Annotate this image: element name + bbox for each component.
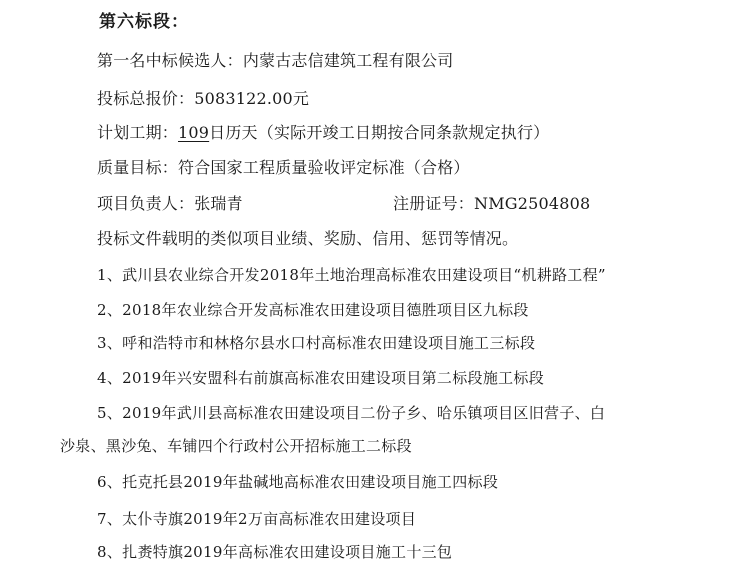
project-item-7: 7、太仆寺旗2019年2万亩高标准农田建设项目 — [97, 510, 417, 528]
project-manager-label: 项目负责人： — [97, 194, 195, 213]
project-item-1: 1、武川县农业综合开发2018年土地治理高标准农田建设项目“机耕路工程” — [97, 266, 606, 284]
quality-label: 质量目标： — [97, 158, 179, 177]
project-item-5-continued: 沙泉、黑沙兔、车铺四个行政村公开招标施工二标段 — [60, 437, 412, 455]
project-item-3: 3、呼和浩特市和林格尔县水口村高标准农田建设项目施工三标段 — [97, 334, 536, 352]
performance-intro: 投标文件载明的类似项目业绩、奖励、信用、惩罚等情况。 — [97, 229, 519, 248]
registration-line — [393, 194, 590, 214]
registration-label: 注册证号： — [393, 194, 475, 213]
project-item-2: 2、2018年农业综合开发高标准农田建设项目德胜项目区九标段 — [97, 301, 529, 319]
section-title: 第六标段： — [99, 12, 189, 32]
schedule-days: 109 — [178, 123, 210, 142]
first-candidate-label: 第一名中标候选人： — [97, 51, 243, 70]
bid-price-label: 投标总报价： — [97, 89, 195, 108]
project-item-8: 8、扎赉特旗2019年高标准农田建设项目施工十三包 — [97, 543, 453, 561]
schedule-suffix: 日历天（实际开竣工日期按合同条款规定执行） — [209, 123, 550, 142]
bid-price-value: 5083122.00元 — [194, 89, 310, 108]
schedule-line — [97, 123, 549, 143]
bid-price-line — [97, 89, 309, 109]
schedule-label: 计划工期： — [97, 123, 179, 142]
project-manager-line — [97, 194, 243, 214]
project-manager-value: 张瑞青 — [194, 194, 243, 213]
project-item-6: 6、托克托县2019年盐碱地高标准农田建设项目施工四标段 — [97, 473, 499, 491]
first-candidate-line — [97, 51, 453, 71]
quality-line — [97, 158, 470, 178]
registration-value: NMG2504808 — [474, 194, 591, 213]
project-item-4: 4、2019年兴安盟科右前旗高标准农田建设项目第二标段施工标段 — [97, 369, 545, 387]
quality-value: 符合国家工程质量验收评定标准（合格） — [178, 158, 470, 177]
project-item-5: 5、2019年武川县高标准农田建设项目二份子乡、哈乐镇项目区旧营子、白 — [97, 404, 606, 422]
first-candidate-value: 内蒙古志信建筑工程有限公司 — [242, 51, 454, 70]
